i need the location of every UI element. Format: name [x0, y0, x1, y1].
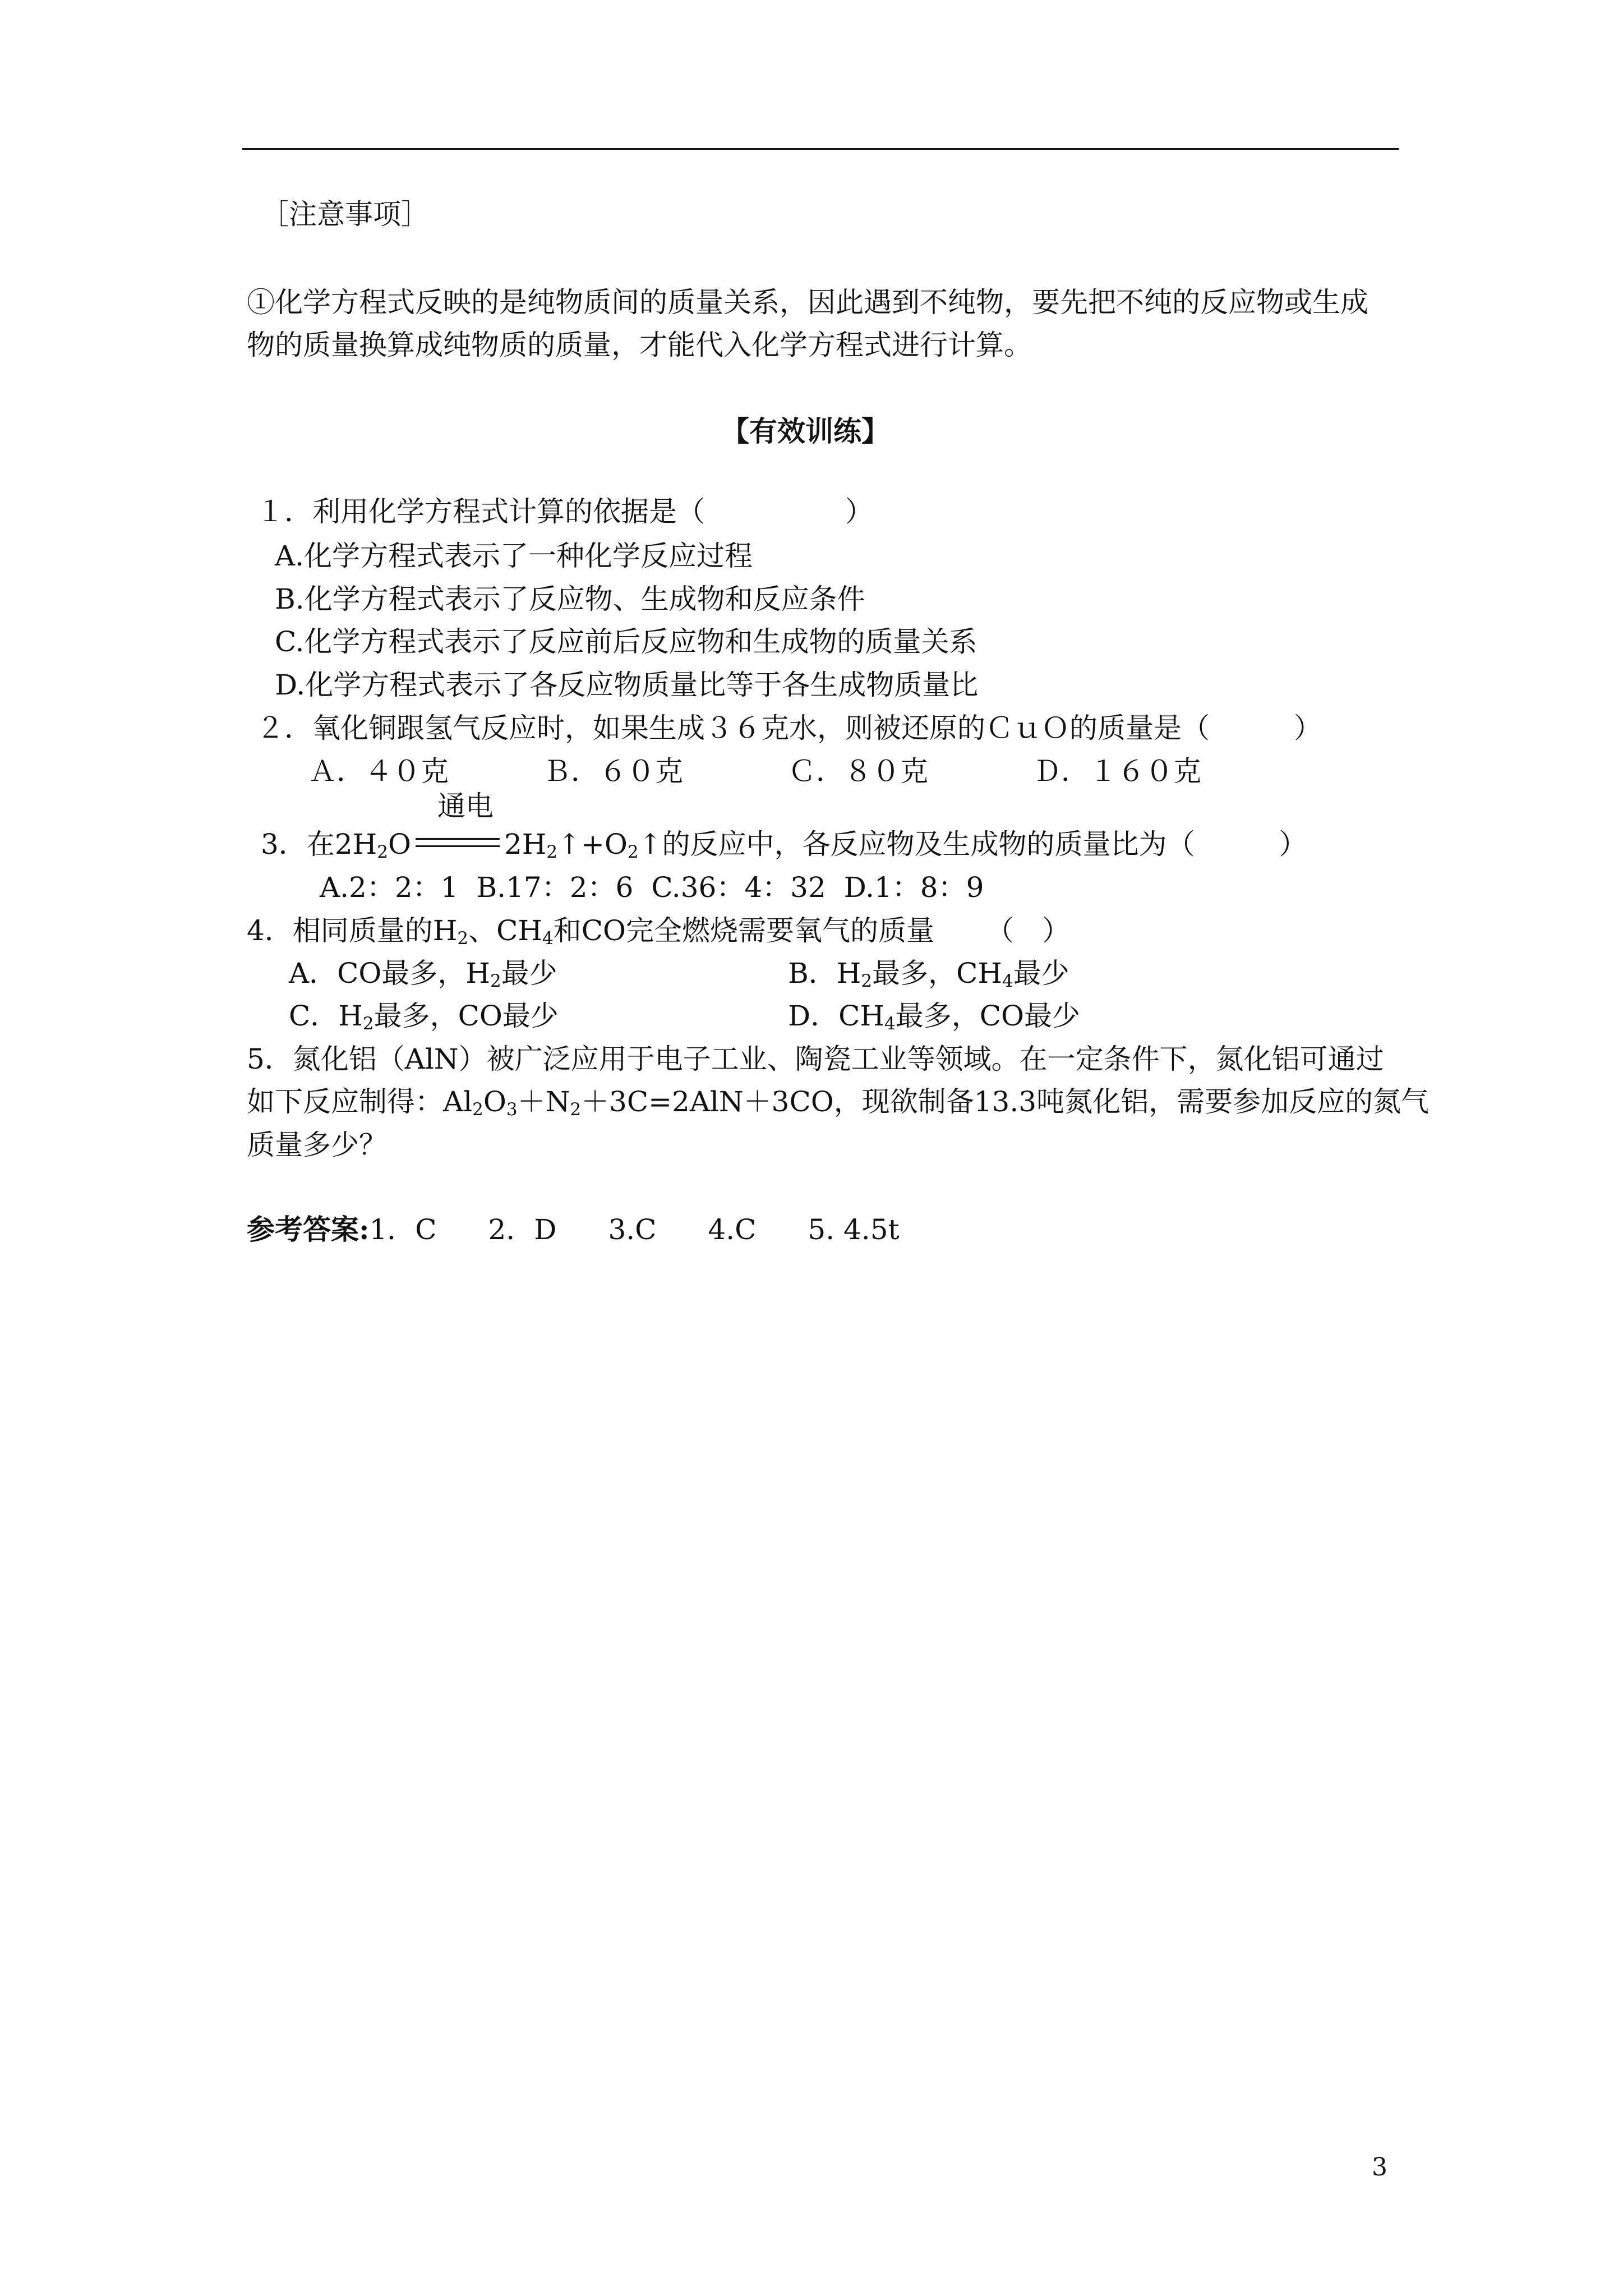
notes-heading: ［注意事项］ — [261, 198, 429, 231]
page-number: 3 — [1372, 2153, 1387, 2182]
q4-option-a: A．CO最多，$H_2$最少 — [289, 957, 557, 991]
q2-option-a: Ａ．４０克 — [308, 755, 449, 788]
answer-3: 3.C — [608, 1213, 657, 1246]
answer-key — [247, 1213, 900, 1246]
q5-line-2: 如下反应制得：$Al_2O_3+N_2+3C=2AlN+3CO$，现欲制备13.3吨氮化铝，需要参加反应的氮气 — [247, 1085, 1430, 1120]
q3-option-d: D.1：8：9 — [843, 871, 984, 904]
q1-option-d: D.化学方程式表示了各反应物质量比等于各生成物质量比 — [275, 669, 979, 701]
q3-option-a: A.2：2：1 — [320, 871, 459, 904]
q5-line-1: 5．氮化铝（AlN）被广泛应用于电子工业、陶瓷工业等领域。在一定条件下，氮化铝可通过 — [247, 1043, 1384, 1075]
q2-stem: ２．氧化铜跟氢气反应时，如果生成３６克水，则被还原的ＣｕＯ的质量是（ ） — [256, 712, 1322, 744]
q1-option-b: B.化学方程式表示了反应物、生成物和反应条件 — [275, 583, 865, 615]
answer-2: 2．D — [488, 1213, 557, 1246]
q4-option-c: C．$H_2$最多，CO最少 — [289, 1000, 559, 1034]
answer-4: 4.C — [708, 1213, 757, 1246]
answer-key-label: 参考答案: — [247, 1213, 370, 1246]
q3-stem: 3．在$2H_2O$ $2H_2↑+O_2↑$的反应中，各反应物及生成物的质量比为（ ） — [261, 828, 1307, 862]
section-title: 【有效训练】 — [721, 415, 889, 448]
q2-option-d: Ｄ．１６０克 — [1033, 755, 1201, 788]
q1-stem: １．利用化学方程式计算的依据是（ ） — [256, 495, 873, 528]
q4-stem: 4．相同质量的$H_2$、$CH_4$和CO完全燃烧需要氧气的质量 （ ） — [247, 914, 1071, 949]
q4-option-d: D．$CH_4$最多，CO最少 — [788, 1000, 1080, 1034]
notes-line-2: 物的质量换算成纯物质的质量，才能代入化学方程式进行计算。 — [247, 329, 1032, 361]
q4-option-b: B．$H_2$最多，$CH_4$最少 — [788, 957, 1069, 991]
q3-option-c: C.36：4：32 — [651, 871, 826, 904]
answer-5: 5. 4.5t — [808, 1213, 900, 1246]
q1-option-a: A.化学方程式表示了一种化学反应过程 — [275, 540, 753, 572]
q5-line-3: 质量多少？ — [247, 1129, 387, 1161]
q1-option-c: C.化学方程式表示了反应前后反应物和生成物的质量关系 — [275, 625, 978, 658]
q3-condition: 通电 — [437, 790, 494, 822]
q2-option-b: Ｂ．６０克 — [543, 755, 683, 788]
reaction-equals-sign — [416, 838, 500, 847]
header-rule — [242, 148, 1399, 150]
q3-options — [320, 871, 984, 904]
answer-1: 1．C — [369, 1213, 437, 1246]
q3-option-b: B.17：2：6 — [476, 871, 634, 904]
q2-option-c: Ｃ．８０克 — [788, 755, 928, 788]
notes-line-1: ①化学方程式反映的是纯物质间的质量关系，因此遇到不纯物，要先把不纯的反应物或生成 — [247, 286, 1368, 319]
